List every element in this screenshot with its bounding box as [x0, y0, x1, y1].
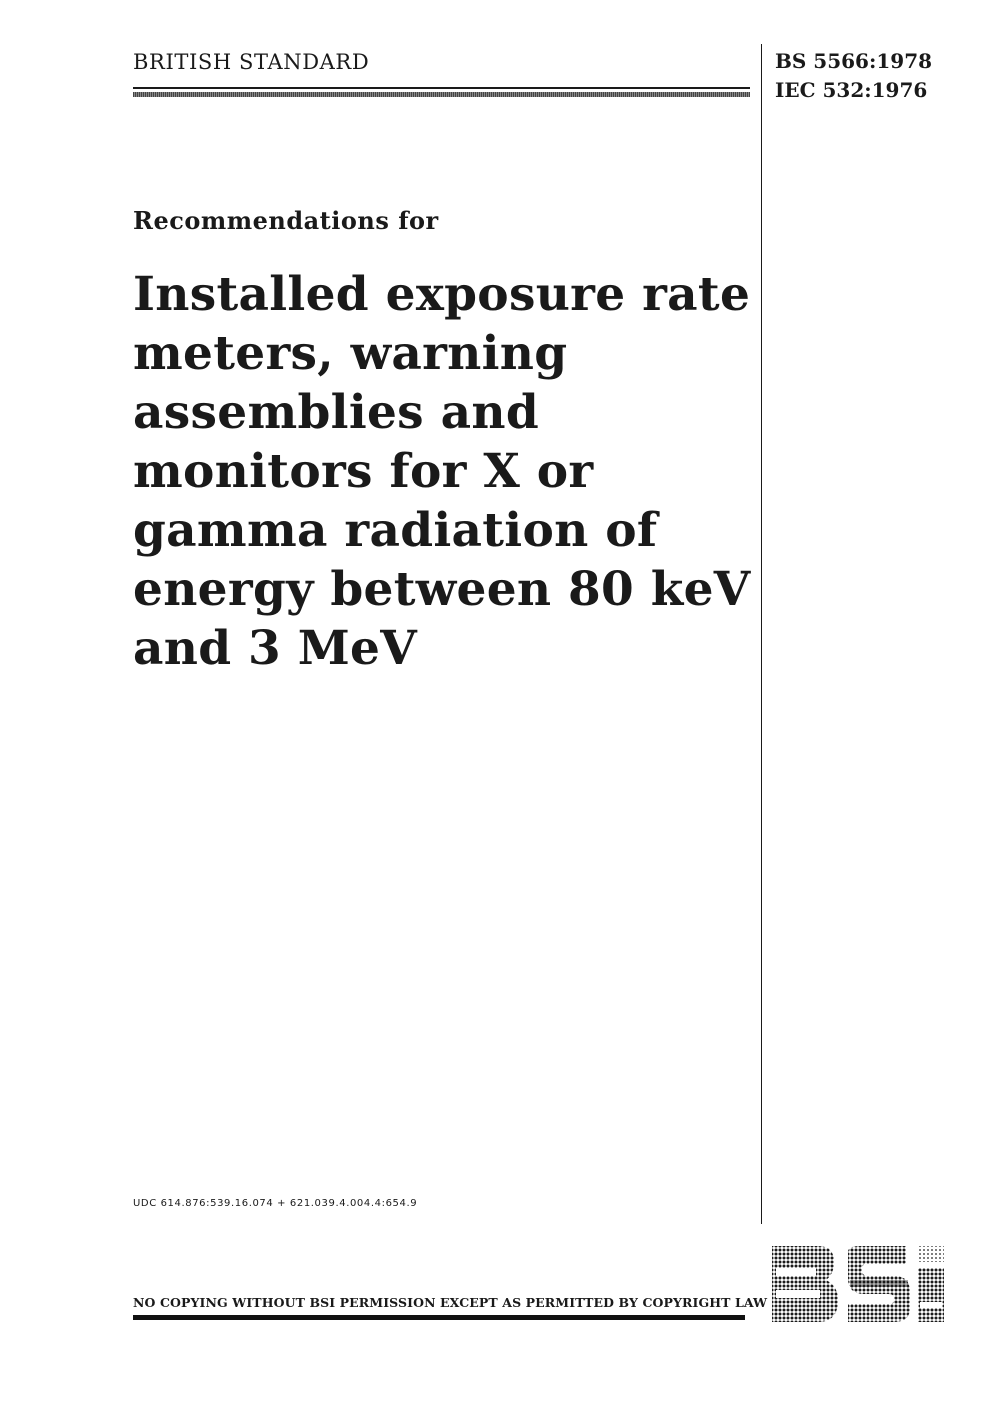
title-line: Installed exposure rate [133, 267, 751, 322]
title-line: assemblies and [133, 385, 539, 440]
pre-title: Recommendations for [133, 206, 439, 235]
udc-classification: UDC 614.876:539.16.074 + 621.039.4.004.4:654.9 [133, 1198, 418, 1209]
footer-rule [133, 1315, 745, 1320]
title-line: monitors for X or [133, 444, 594, 499]
bs-number: BS 5566:1978 [775, 49, 933, 73]
document-title [133, 265, 753, 678]
title-line: energy between 80 keV [133, 562, 751, 617]
header-rule-thick [133, 92, 750, 97]
series-label: BRITISH STANDARD [133, 50, 370, 74]
title-line: meters, warning [133, 326, 568, 381]
header-rule [133, 87, 750, 89]
title-line: and 3 MeV [133, 621, 418, 676]
copyright-notice: NO COPYING WITHOUT BSI PERMISSION EXCEPT AS PERMITTED BY COPYRIGHT LAW [133, 1295, 768, 1310]
title-line: gamma radiation of [133, 503, 658, 558]
standard-numbers [775, 47, 932, 105]
column-divider [761, 44, 762, 1224]
bsi-logo-icon [770, 1244, 946, 1324]
iec-number: IEC 532:1976 [775, 78, 928, 102]
